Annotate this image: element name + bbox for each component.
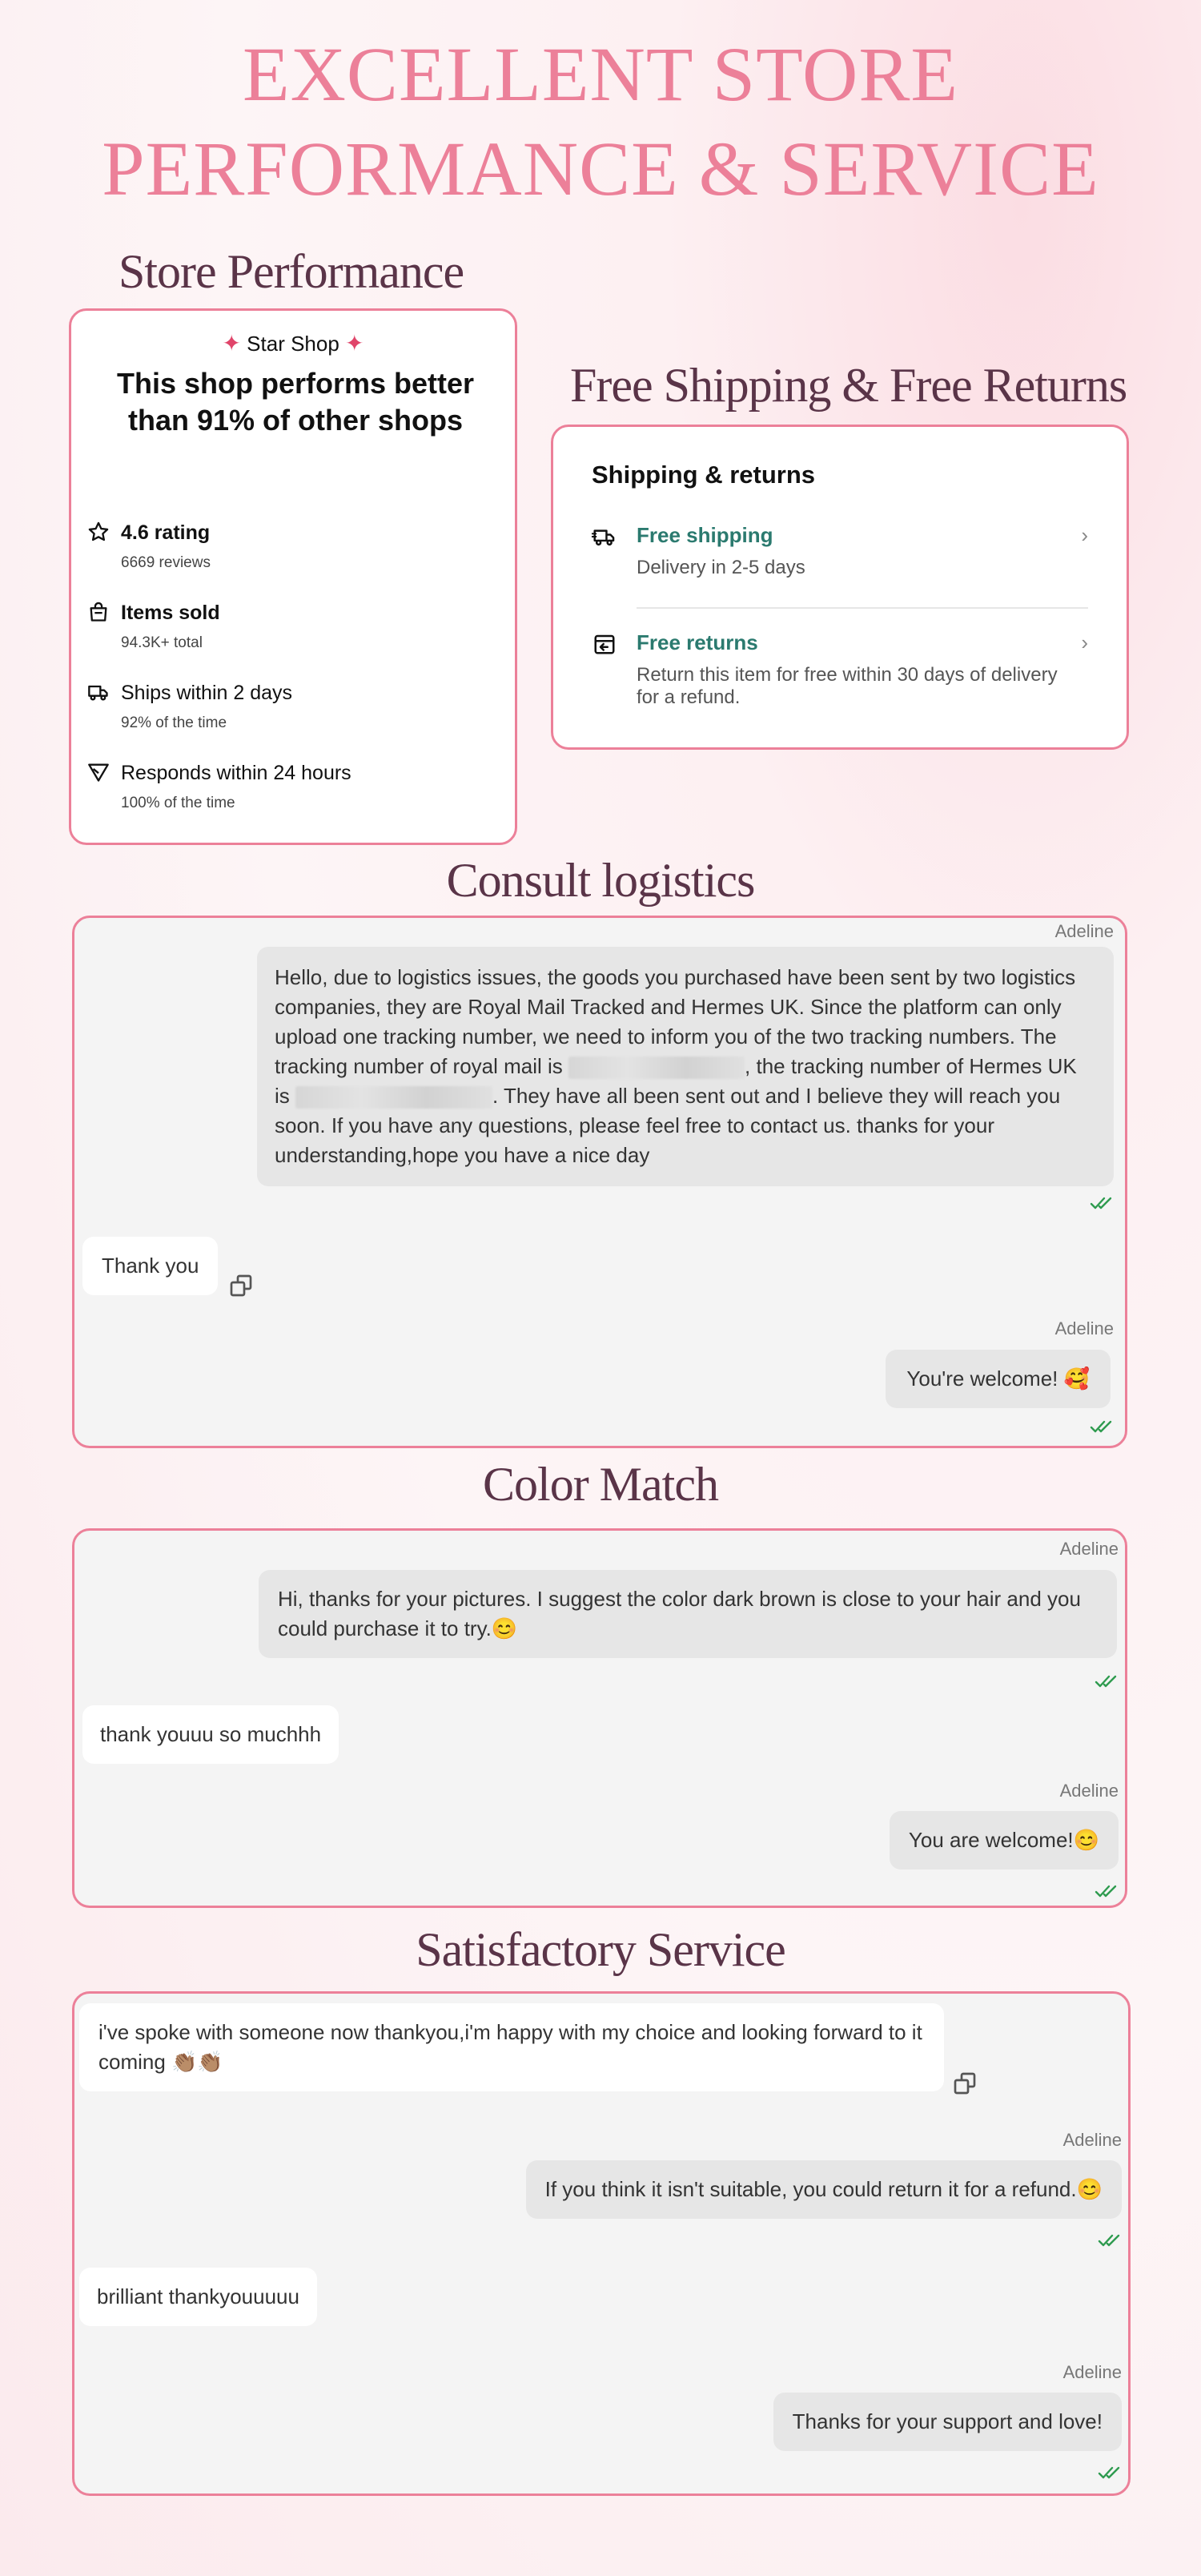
chat-message-incoming: i've spoke with someone now thankyou,i'm happy with my choice and looking forward to it coming 👏🏽👏🏽 (79, 2003, 944, 2091)
chat-message-incoming: brilliant thankyouuuuu (79, 2268, 317, 2326)
read-receipt-icon (1095, 1673, 1119, 1689)
truck-icon (592, 525, 617, 549)
sender-name: Adeline (1059, 1781, 1119, 1801)
read-receipt-icon (1095, 1883, 1119, 1899)
main-title (0, 27, 1201, 216)
rating-label: 4.6 rating (121, 521, 211, 544)
chat-message-incoming: thank youuu so muchhh (82, 1705, 339, 1764)
chat-message-outgoing: You're welcome! 🥰 (886, 1350, 1111, 1408)
redacted-tracking-number (295, 1086, 492, 1109)
chat-message-outgoing (257, 947, 1114, 1186)
color-match-chat (72, 1528, 1127, 1908)
free-shipping-row[interactable] (592, 523, 1088, 587)
read-receipt-icon (1098, 2232, 1122, 2248)
sparkle-icon: ✦ (222, 331, 241, 356)
chevron-right-icon: › (1081, 523, 1088, 547)
copy-icon[interactable] (228, 1273, 254, 1298)
responds-label: Responds within 24 hours (121, 762, 351, 784)
free-shipping-label: Free shipping (637, 523, 773, 547)
free-returns-label: Free returns (637, 630, 758, 654)
chat-message-outgoing: Thanks for your support and love! (773, 2393, 1122, 2451)
read-receipt-icon (1090, 1419, 1114, 1435)
star-icon (87, 521, 110, 543)
shipping-title: Shipping & returns (592, 461, 815, 489)
main-title-line-1: EXCELLENT STORE (242, 31, 959, 117)
responds-sub: 100% of the time (121, 795, 235, 811)
shipping-card (551, 425, 1129, 750)
chat-message-outgoing: Hi, thanks for your pictures. I suggest the color dark brown is close to your hair and you could purchase it to try.😊 (259, 1570, 1117, 1658)
copy-icon[interactable] (952, 2071, 978, 2096)
rating-sub: 6669 reviews (121, 554, 211, 571)
divider (637, 607, 1088, 609)
ships-sub: 92% of the time (121, 714, 227, 731)
shipping-heading: Free Shipping & Free Returns (570, 359, 1127, 412)
color-match-heading: Color Match (483, 1458, 718, 1511)
read-receipt-icon (1098, 2465, 1122, 2481)
message-text-part: , the tracking number of Hermes UK is (275, 1054, 1077, 1108)
satisfactory-service-chat (72, 1991, 1131, 2496)
sender-name: Adeline (1062, 2362, 1122, 2382)
star-shop-badge (71, 330, 515, 356)
chat-message-incoming: Thank you (82, 1237, 218, 1295)
consult-logistics-heading: Consult logistics (446, 854, 755, 907)
sender-name: Adeline (1059, 1539, 1119, 1559)
chat-message-outgoing: You are welcome!😊 (890, 1811, 1119, 1870)
sender-name: Adeline (1062, 2130, 1122, 2150)
sparkle-icon: ✦ (345, 331, 364, 356)
message-text-part: . They have all been sent out and I believe they will reach you soon. If you have any questions, please feel free to contact us. thanks for your understanding,hope you have a nice day (275, 1084, 1061, 1167)
main-title-line-2: PERFORMANCE & SERVICE (102, 126, 1099, 211)
redacted-tracking-number (568, 1057, 745, 1079)
ships-label: Ships within 2 days (121, 682, 293, 704)
sender-name: Adeline (1054, 921, 1114, 941)
chevron-right-icon: › (1081, 630, 1088, 654)
chat-message-outgoing: If you think it isn't suitable, you could return it for a refund.😊 (526, 2160, 1122, 2219)
star-shop-label: Star Shop (247, 332, 339, 356)
consult-logistics-chat (72, 916, 1127, 1448)
items-sold-sub: 94.3K+ total (121, 634, 203, 651)
read-receipt-icon (1090, 1195, 1114, 1211)
message-text-part: Hello, due to logistics issues, the goods you purchased have been sent by two logistics companies, they are Royal Mail Tracked and Hermes UK. Since the platform can only upload one tracking number, we need to inform you of the two tracking numbers. The tracking number of royal mail is (275, 965, 1076, 1078)
items-sold-label: Items sold (121, 602, 220, 624)
return-box-icon (592, 632, 617, 656)
store-performance-heading: Store Performance (118, 245, 464, 298)
sender-name: Adeline (1054, 1318, 1114, 1338)
free-returns-sub: Return this item for free within 30 days of delivery for a refund. (637, 664, 1058, 708)
free-shipping-sub: Delivery in 2-5 days (637, 557, 805, 578)
store-performance-card (69, 308, 517, 845)
satisfactory-service-heading: Satisfactory Service (416, 1923, 785, 1976)
performance-headline: This shop performs better than 91% of other shops (116, 367, 475, 437)
shopping-bag-icon (87, 601, 110, 623)
free-returns-row[interactable] (592, 630, 1088, 718)
truck-icon (87, 681, 110, 703)
send-icon (87, 761, 110, 783)
